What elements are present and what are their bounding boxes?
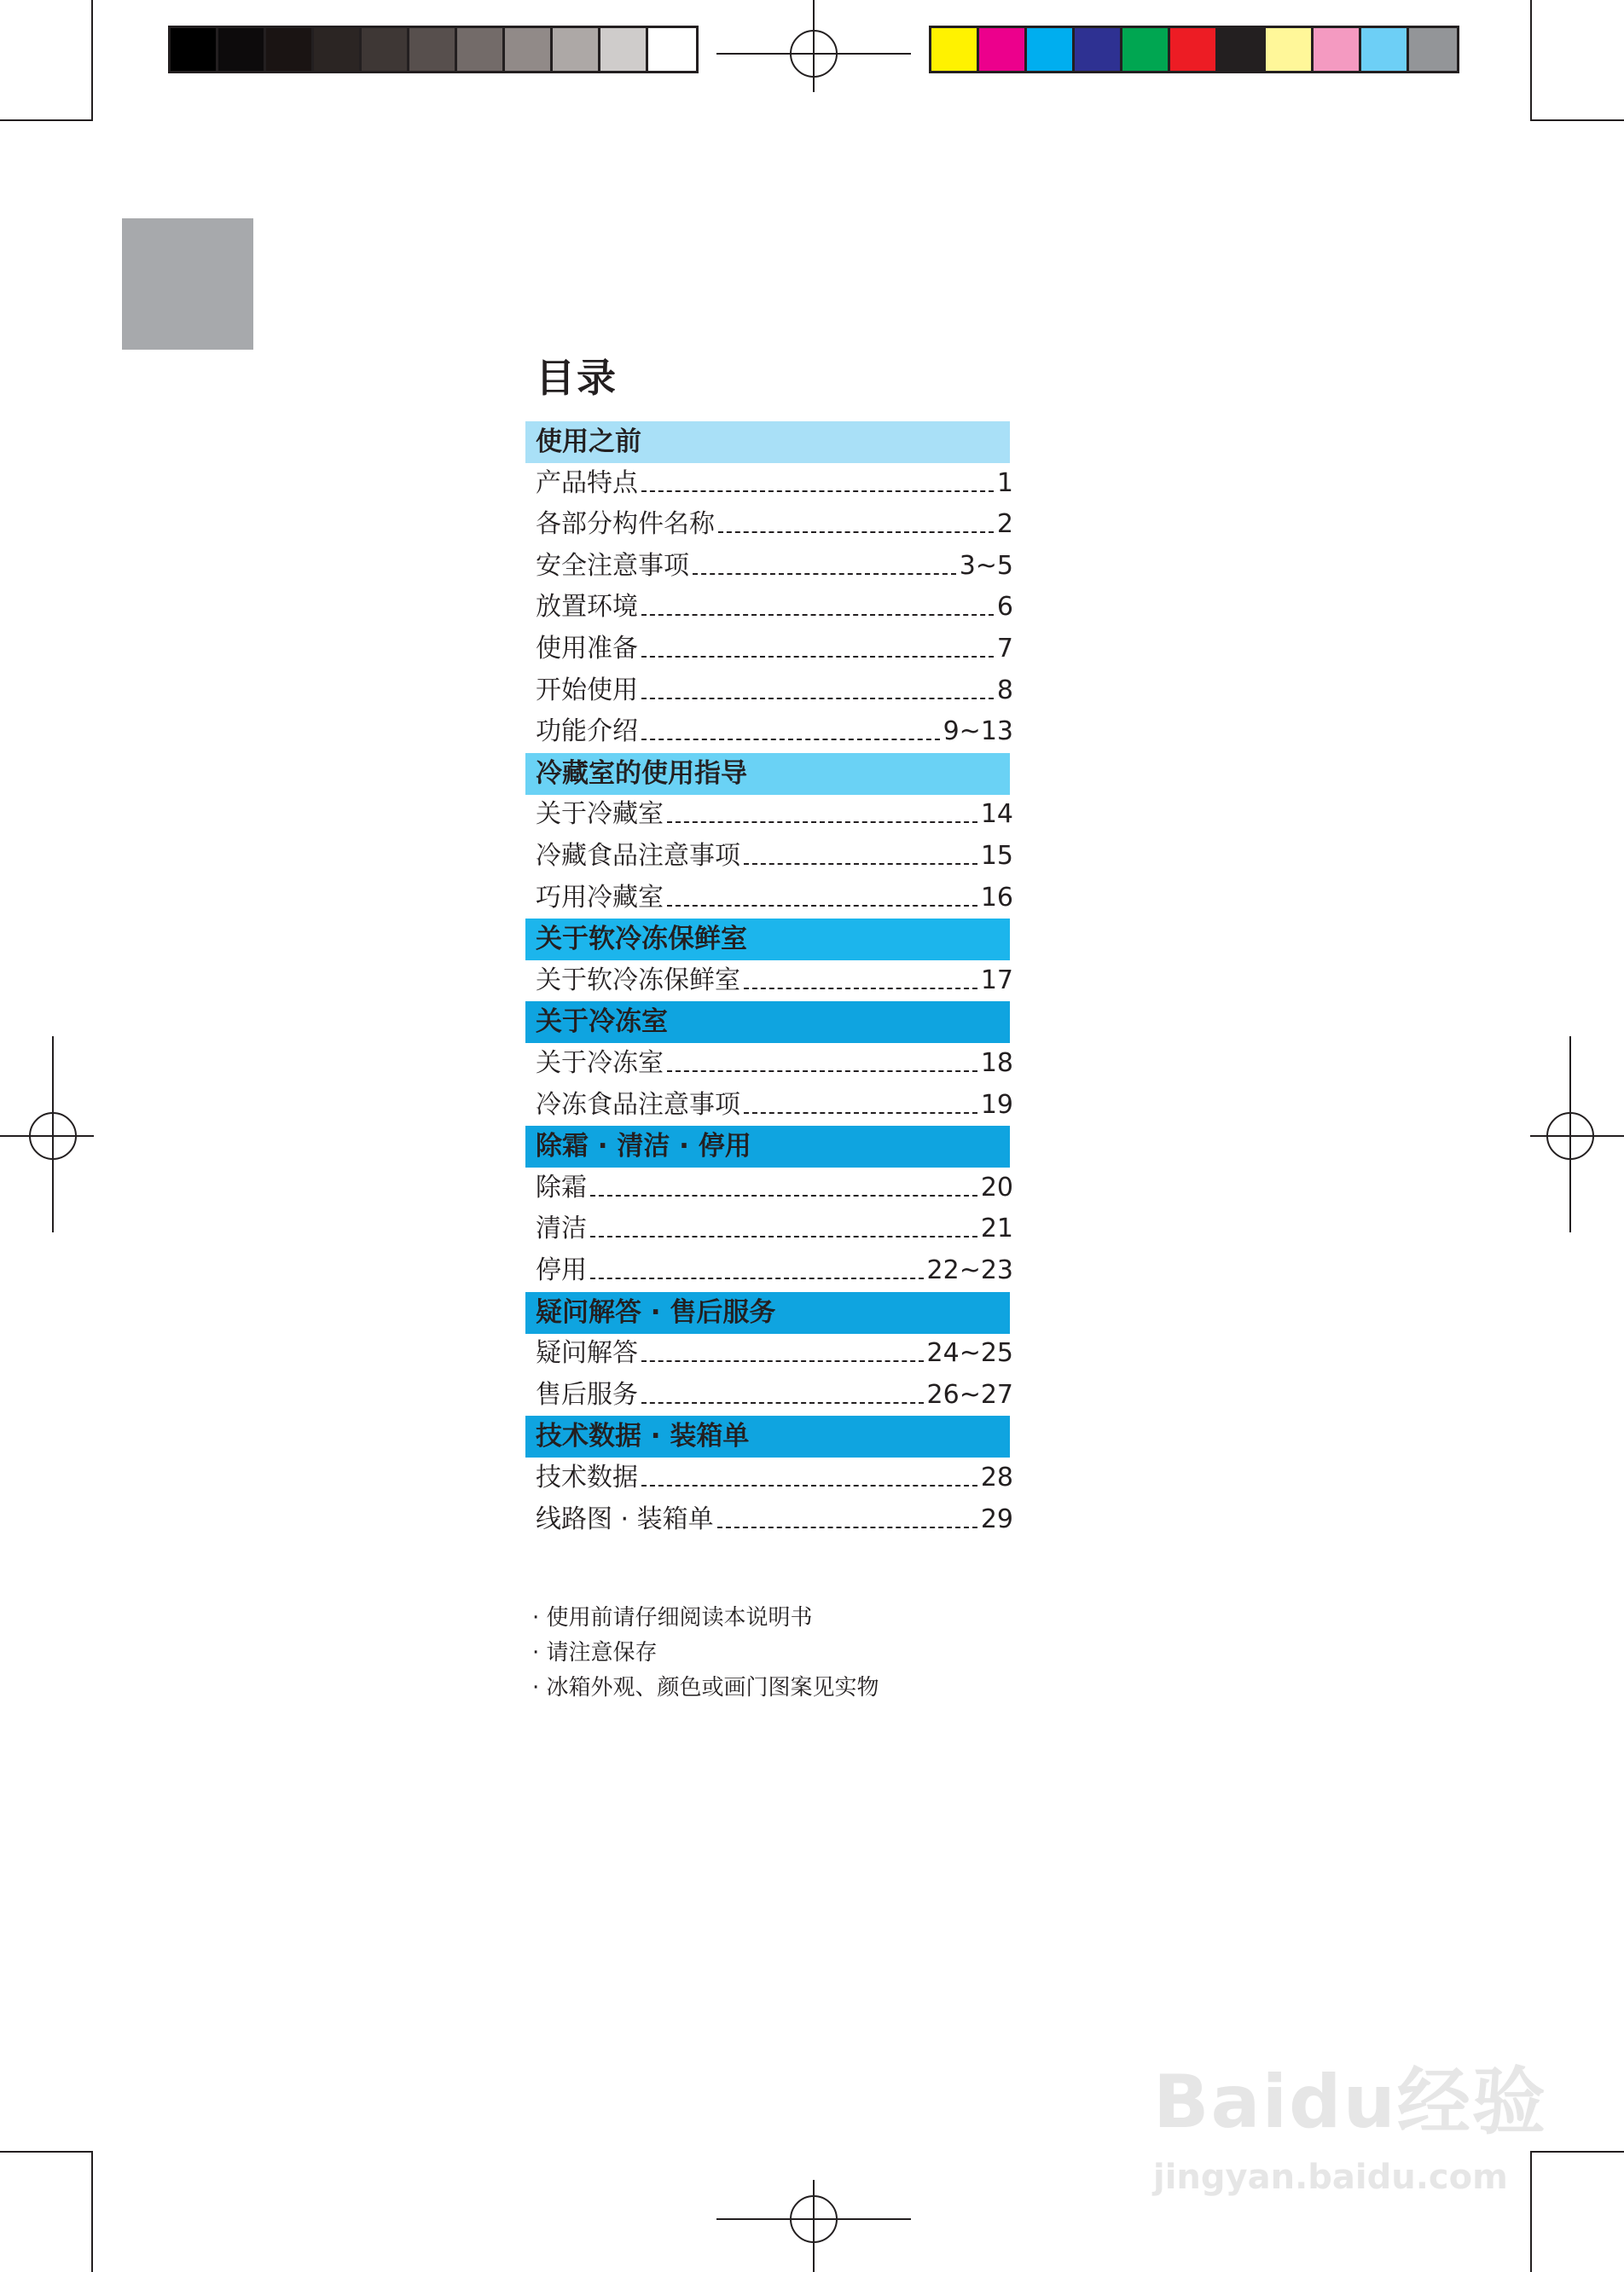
toc-entry[interactable]	[536, 794, 1013, 835]
dot-leader	[641, 490, 994, 492]
toc-entry[interactable]	[536, 1333, 1013, 1374]
color-swatch	[1361, 28, 1409, 71]
chapter-tab	[122, 218, 253, 350]
color-swatch	[648, 28, 696, 71]
color-swatch	[457, 28, 505, 71]
toc-entry-page: 15	[980, 841, 1013, 871]
toc-entry-label: 清洁	[536, 1214, 587, 1244]
toc-entry-page: 6	[996, 592, 1013, 623]
color-swatch	[409, 28, 457, 71]
toc-entry-label: 功能介绍	[536, 716, 638, 747]
toc-entry-page: 19	[980, 1089, 1013, 1120]
toc-entry[interactable]	[536, 878, 1013, 919]
toc-entry[interactable]	[536, 1375, 1013, 1416]
toc-entry-page: 24~25	[926, 1338, 1013, 1369]
color-swatch	[266, 28, 314, 71]
dot-leader	[718, 531, 994, 533]
toc-entry-label: 关于冷冻室	[536, 1048, 664, 1078]
color-swatch	[1218, 28, 1266, 71]
color-swatch	[218, 28, 266, 71]
color-swatch	[1170, 28, 1218, 71]
color-swatch	[362, 28, 409, 71]
toc-entry-label: 使用准备	[536, 634, 638, 664]
color-swatch	[1075, 28, 1122, 71]
toc-entry-page: 16	[980, 882, 1013, 913]
toc-entry-label: 各部分构件名称	[536, 509, 715, 540]
toc-entry[interactable]	[536, 1043, 1013, 1084]
dot-leader	[641, 614, 994, 616]
toc-entry-page: 1	[996, 467, 1013, 498]
crop-mark	[1530, 0, 1532, 119]
section-heading: 使用之前	[525, 421, 1010, 463]
toc-entry-label: 安全注意事项	[536, 550, 689, 581]
dot-leader	[667, 821, 977, 823]
dot-leader	[744, 988, 977, 989]
dot-leader	[744, 1112, 977, 1114]
toc-entry[interactable]	[536, 670, 1013, 711]
toc-entry[interactable]	[536, 1168, 1013, 1208]
toc-entry-label: 除霜	[536, 1172, 587, 1203]
toc-entry-page: 21	[980, 1214, 1013, 1244]
toc-entry[interactable]	[536, 546, 1013, 587]
color-swatch	[1314, 28, 1361, 71]
toc-entry[interactable]	[536, 836, 1013, 877]
crop-mark	[1530, 2151, 1532, 2272]
page-title: 目录	[536, 355, 618, 401]
toc-entry[interactable]	[536, 1208, 1013, 1249]
toc-entry-label: 线路图 · 装箱单	[536, 1504, 714, 1534]
section-heading: 疑问解答 · 售后服务	[525, 1292, 1010, 1334]
toc-entry-page: 2	[996, 509, 1013, 540]
toc-entry-page: 26~27	[926, 1379, 1013, 1410]
note-line: · 使用前请仔细阅读本说明书	[532, 1605, 813, 1631]
toc-entry-label: 巧用冷藏室	[536, 882, 664, 913]
toc-entry-page: 20	[980, 1172, 1013, 1203]
toc-entry[interactable]	[536, 1458, 1013, 1498]
crop-mark	[0, 119, 93, 121]
color-swatch	[600, 28, 648, 71]
toc-entry-label: 疑问解答	[536, 1338, 638, 1369]
toc-entry-page: 9~13	[942, 716, 1013, 747]
toc-entry[interactable]	[536, 463, 1013, 504]
dot-leader	[641, 739, 940, 740]
watermark-url: jingyan.baidu.com	[1153, 2158, 1508, 2197]
toc-entry[interactable]	[536, 1250, 1013, 1291]
toc-entry-label: 开始使用	[536, 675, 638, 705]
watermark-brand: Baidu经验	[1153, 2060, 1547, 2145]
crop-mark	[91, 2151, 93, 2272]
section-heading: 冷藏室的使用指导	[525, 753, 1010, 795]
toc-entry-page: 17	[980, 965, 1013, 995]
note-line: · 冰箱外观、颜色或画门图案见实物	[532, 1675, 879, 1701]
section-heading: 关于软冷冻保鲜室	[525, 919, 1010, 960]
color-swatch	[505, 28, 553, 71]
crop-mark	[0, 2151, 93, 2153]
toc-entry-page: 28	[980, 1463, 1013, 1492]
color-swatch	[171, 28, 218, 71]
toc-entry-label: 冷冻食品注意事项	[536, 1089, 740, 1120]
process-color-calibration-bar	[929, 26, 1459, 73]
dot-leader	[590, 1195, 977, 1197]
toc-entry-label: 产品特点	[536, 467, 638, 498]
dot-leader	[641, 1485, 977, 1487]
dot-leader	[641, 656, 994, 658]
section-heading: 关于冷冻室	[525, 1001, 1010, 1043]
toc-entry-label: 关于软冷冻保鲜室	[536, 965, 740, 995]
toc-entry-page: 18	[980, 1048, 1013, 1078]
toc-entry[interactable]	[536, 587, 1013, 628]
color-swatch	[314, 28, 362, 71]
crop-mark	[91, 0, 93, 119]
watermark-logo	[1153, 2043, 1547, 2148]
toc-entry-label: 售后服务	[536, 1379, 638, 1410]
toc-entry[interactable]	[536, 504, 1013, 545]
toc-entry-page: 29	[980, 1504, 1013, 1534]
dot-leader	[641, 1360, 924, 1362]
dot-leader	[641, 698, 994, 699]
color-swatch	[979, 28, 1027, 71]
toc-entry[interactable]	[536, 629, 1013, 669]
color-swatch	[931, 28, 979, 71]
toc-entry-label: 停用	[536, 1255, 587, 1285]
section-heading: 技术数据 · 装箱单	[525, 1416, 1010, 1458]
toc-entry[interactable]	[536, 960, 1013, 1001]
toc-entry-label: 冷藏食品注意事项	[536, 841, 740, 871]
toc-entry[interactable]	[536, 711, 1013, 752]
crop-mark	[1530, 2151, 1624, 2153]
color-swatch	[1266, 28, 1314, 71]
dot-leader	[717, 1527, 977, 1528]
toc-entry-label: 技术数据	[536, 1463, 638, 1492]
color-swatch	[553, 28, 600, 71]
dot-leader	[590, 1278, 924, 1279]
toc-entry[interactable]	[536, 1499, 1013, 1540]
crop-mark	[1530, 119, 1624, 121]
dot-leader	[744, 863, 977, 865]
toc-entry-page: 8	[996, 675, 1013, 705]
section-heading: 除霜 · 清洁 · 停用	[525, 1126, 1010, 1168]
toc-entry[interactable]	[536, 1085, 1013, 1126]
dot-leader	[641, 1402, 924, 1404]
toc-entry-label: 放置环境	[536, 592, 638, 623]
color-swatch	[1122, 28, 1170, 71]
toc-entry-label: 关于冷藏室	[536, 799, 664, 830]
grayscale-calibration-bar	[168, 26, 699, 73]
toc-entry-page: 3~5	[959, 550, 1013, 581]
toc-entry-page: 14	[980, 799, 1013, 830]
color-swatch	[1027, 28, 1075, 71]
dot-leader	[693, 573, 956, 575]
dot-leader	[590, 1236, 977, 1237]
dot-leader	[667, 1070, 977, 1072]
dot-leader	[667, 905, 977, 907]
color-swatch	[1409, 28, 1457, 71]
toc-entry-page: 7	[996, 634, 1013, 664]
note-line: · 请注意保存	[532, 1640, 658, 1666]
toc-entry-page: 22~23	[926, 1255, 1013, 1285]
